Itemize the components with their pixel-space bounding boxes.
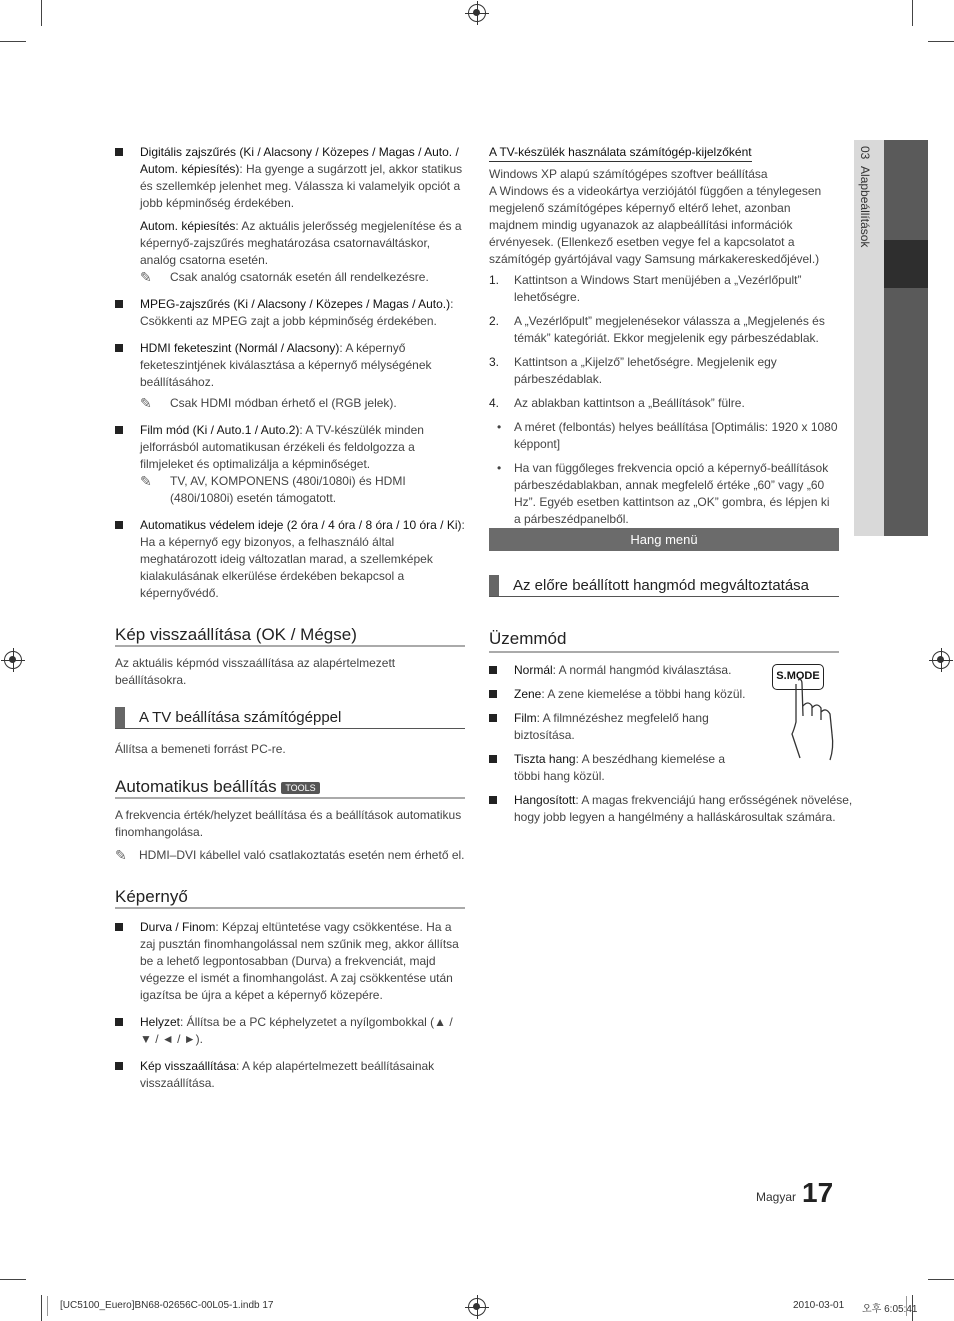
chapter-tab-label	[858, 146, 872, 247]
bullet-square-icon	[489, 755, 497, 763]
registration-mark-icon	[932, 651, 950, 669]
bullet-square-icon	[115, 148, 123, 156]
chapter-tab-marker	[884, 240, 928, 288]
list-item	[115, 1014, 465, 1048]
item-text: : A TV-készülék minden jelforrásból automatikusan érzékeli és feldolgozza a filmjeleket és optimalizálja a képminőséget.	[140, 423, 424, 471]
list-item	[115, 144, 465, 286]
item-text: : A képernyő feketeszintjének kiválasztása a képernyő mélységének beállításához.	[140, 341, 432, 389]
item-text: : A normál hangmód kiválasztása.	[552, 663, 732, 677]
note	[115, 847, 465, 864]
list-item	[489, 792, 854, 826]
bullet-square-icon	[489, 666, 497, 674]
note-text: Csak analóg csatornák esetén áll rendelkezésre.	[170, 270, 429, 284]
crop-mark	[0, 1279, 26, 1280]
bullet-square-icon	[115, 1062, 123, 1070]
bullet-dot-icon: •	[497, 461, 502, 475]
registration-mark-icon	[4, 651, 22, 669]
bullet-item	[489, 419, 839, 453]
section-heading	[115, 778, 465, 799]
list-item	[489, 662, 749, 679]
paragraph: Windows XP alapú számítógépes szoftver beállítása	[489, 167, 768, 181]
section-heading: Képernyő	[115, 888, 465, 909]
print-slug-file: [UC5100_Euero]BN68-02656C-00L05-1.indb 17	[60, 1300, 274, 1311]
bullet-text: Ha van függőleges frekvencia opció a képernyő-beállítások párbeszédablakban, annak megfelelő értéke „60” vagy „60 Hz”. Egyéb esetben kattintson az „OK” gombra, és lépjen ki a párbeszédpanelből.	[514, 461, 830, 526]
list-item	[489, 686, 749, 703]
bullet-square-icon	[115, 300, 123, 308]
paragraph: A frekvencia érték/helyzet beállítása és a beállítások automatikus finomhangolása.	[115, 808, 462, 839]
menu-banner: Hang menü	[489, 528, 839, 551]
paragraph: Az aktuális képmód visszaállítása az alapértelmezett beállításokra.	[115, 656, 396, 687]
list-item	[115, 296, 465, 330]
item-term: Helyzet	[140, 1015, 181, 1029]
item-term: Film	[514, 711, 537, 725]
note-text: TV, AV, KOMPONENS (480i/1080i) és HDMI (480i/1080i) esetén támogatott.	[170, 474, 406, 505]
bullet-square-icon	[115, 923, 123, 931]
registration-mark-icon	[468, 1298, 486, 1316]
footer-language: Magyar	[756, 1190, 797, 1204]
chapter-title: Alapbeállítások	[858, 166, 872, 248]
subsection-heading: A TV beállítása számítógéppel	[115, 707, 465, 729]
item-text: : Csökkenti az MPEG zajt a jobb képminőség érdekében.	[140, 297, 454, 328]
step-number: 3.	[489, 355, 500, 369]
chapter-tab-dark	[884, 140, 928, 536]
bullet-text: A méret (felbontás) helyes beállítása [Optimális: 1920 x 1080 képpont]	[514, 420, 838, 451]
step-text: Kattintson a „Kijelző” lehetőségre. Megjelenik egy párbeszédablak.	[514, 355, 777, 386]
crop-mark	[928, 41, 954, 42]
list-item	[489, 751, 749, 785]
step-item	[489, 395, 839, 412]
list-item	[115, 340, 465, 412]
note-pencil-icon: ✎	[140, 473, 152, 489]
step-item	[489, 354, 839, 388]
crop-mark	[912, 0, 913, 26]
crop-mark	[41, 1295, 42, 1321]
print-slug-bar	[906, 1296, 907, 1316]
item-term: Automatikus védelem ideje (2 óra / 4 óra / 8 óra / 10 óra / Ki)	[140, 518, 462, 532]
step-text: A „Vezérlőpult” megjelenésekor válassza a „Megjelenés és témák” kategóriát. Ekkor megjelenik egy párbeszédablak.	[514, 314, 825, 345]
note-text: HDMI–DVI kábellel való csatlakoztatás esetén nem érhető el.	[139, 848, 465, 862]
item-term: Digitális zajszűrés (Ki / Alacsony / Közepes / Magas / Auto. / Autom. képiesítés)	[140, 145, 459, 176]
item-text: : A kép alapértelmezett beállításainak visszaállítása.	[140, 1059, 435, 1090]
item-term: MPEG-zajszűrés (Ki / Alacsony / Közepes / Magas / Auto.)	[140, 297, 451, 311]
item-term: Hangosított	[514, 793, 576, 807]
registration-mark-icon	[468, 4, 486, 22]
step-number: 4.	[489, 396, 500, 410]
bullet-square-icon	[115, 1018, 123, 1026]
smode-button: S.MODE	[772, 664, 824, 690]
item-term: Film mód (Ki / Auto.1 / Auto.2)	[140, 423, 300, 437]
note-text: Csak HDMI módban érhető el (RGB jelek).	[170, 396, 397, 410]
item-term: Zene	[514, 687, 542, 701]
list-item	[115, 422, 465, 507]
item-text: : A beszédhang kiemelése a többi hang közül.	[514, 752, 726, 783]
print-slug-date: 2010-03-01	[793, 1300, 845, 1311]
step-item	[489, 272, 839, 306]
list-item	[489, 710, 749, 744]
pointing-hand-icon	[772, 664, 842, 764]
list-item	[115, 1058, 465, 1092]
list-item	[115, 919, 465, 1004]
note-pencil-icon: ✎	[140, 395, 152, 411]
item-term: Normál	[514, 663, 553, 677]
bullet-square-icon	[489, 714, 497, 722]
item-text: : Ha a képernyő egy bizonyos, a felhasználó által meghatározott ideig változatlan marad, a szellemképek kialakulásának elkerülése érdekében bekapcsol a képernyővédő.	[140, 518, 465, 600]
section-heading: Üzemmód	[489, 629, 839, 653]
step-number: 1.	[489, 273, 500, 287]
item-text: : Állítsa be a PC képhelyzetet a nyílgombokkal (▲ / ▼ / ◄ / ►).	[140, 1015, 453, 1046]
bullet-item	[489, 460, 839, 528]
print-slug-time: 오후 6:05:41	[862, 1304, 918, 1315]
item-term: Durva / Finom	[140, 920, 216, 934]
bullet-dot-icon: •	[497, 420, 502, 434]
step-number: 2.	[489, 314, 500, 328]
right-column	[489, 144, 839, 535]
paragraph: Állítsa a bemeneti forrást PC-re.	[115, 742, 286, 756]
item-text: : A zene kiemelése a többi hang közül.	[541, 687, 746, 701]
page-number: 17	[802, 1177, 834, 1208]
item-term: Tiszta hang	[514, 752, 576, 766]
chapter-number: 03	[858, 146, 872, 160]
crop-mark	[41, 0, 42, 26]
item-term: Autom. képiesítés	[140, 219, 236, 233]
print-slug-bar	[47, 1296, 48, 1316]
item-text: : A magas frekvenciájú hang erősségének növelése, hogy jobb legyen a hangélmény a halláskárosultak számára.	[514, 793, 853, 824]
note-pencil-icon: ✎	[140, 269, 152, 285]
item-text: : Képzaj eltüntetése vagy csökkentése. Ha a zaj pusztán finomhangolással nem szűnik meg, akkor állítsa be a lehető legpontosabban (Durva) a frekvenciát, majd végezze el ismét a finomhangolást. A zaj csökkentése után igazítsa be újra a képet a képernyő közepére.	[140, 920, 459, 1002]
section-heading: Kép visszaállítása (OK / Mégse)	[115, 626, 465, 647]
subsection-heading: Az előre beállított hangmód megváltoztatása	[489, 575, 839, 597]
bullet-square-icon	[115, 521, 123, 529]
bullet-square-icon	[489, 690, 497, 698]
step-text: Kattintson a Windows Start menüjében a „Vezérlőpult” lehetőségre.	[514, 273, 802, 304]
paragraph: A Windows és a videokártya verziójától függően a ténylegesen megjelenő számítógépes képernyő eltérő lehet, azonban majdnem mindig ugyanazok az alapbeállítási információk érvényesek. (Ellenkező esetben vegye fel a kapcsolatot a számítógép gyártójával vagy Samsung márkakereskedőjével.)	[489, 184, 822, 266]
step-item	[489, 313, 839, 347]
crop-mark	[928, 1279, 954, 1280]
item-term: HDMI feketeszint (Normál / Alacsony)	[140, 341, 340, 355]
crop-mark	[0, 41, 26, 42]
bullet-square-icon	[489, 796, 497, 804]
left-column	[115, 144, 465, 1099]
tools-badge: TOOLS	[281, 782, 319, 794]
item-text: : Ha gyenge a sugárzott jel, akkor statikus és szellemkép jelenhet meg. Válassza ki valamelyik opciót a jobb képminőség érdekében.	[140, 162, 463, 210]
step-text: Az ablakban kattintson a „Beállítások” fülre.	[514, 396, 745, 410]
item-text: : Az aktuális jelerősség megjelenítése és a képernyő-zajszűrés meghatározása csatornaváltáskor, analóg csatorna esetén.	[140, 219, 462, 267]
smode-remote-illustration	[772, 664, 842, 764]
list-item	[115, 517, 465, 602]
item-term: Kép visszaállítása	[140, 1059, 237, 1073]
note-pencil-icon: ✎	[115, 847, 127, 863]
section-heading-text: Automatikus beállítás	[115, 777, 277, 796]
item-text: : A filmnézéshez megfelelő hang biztosítása.	[514, 711, 709, 742]
bullet-square-icon	[115, 344, 123, 352]
bullet-square-icon	[115, 426, 123, 434]
section-heading: A TV-készülék használata számítógép-kijelzőként	[489, 144, 752, 162]
